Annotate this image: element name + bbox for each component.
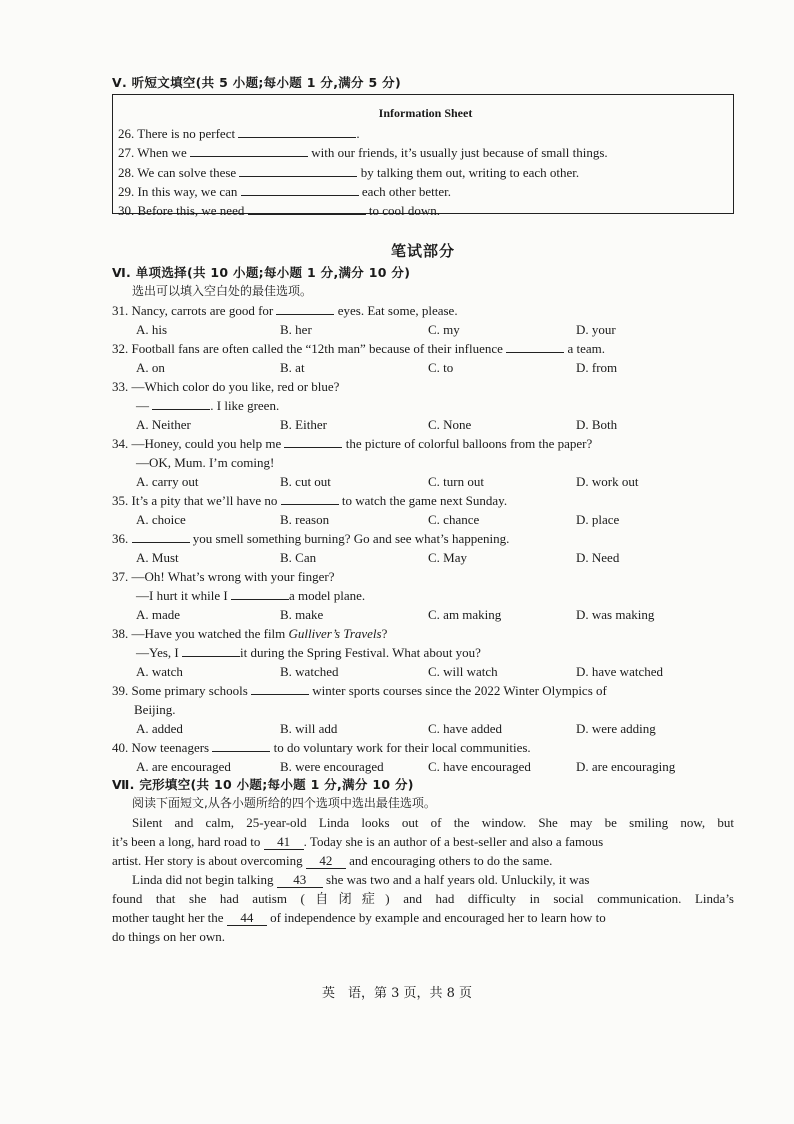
answer-blank[interactable] — [251, 681, 309, 695]
cloze-line: mother taught her the 44 of independence by example and encouraged her to learn how to — [112, 910, 606, 925]
option-c[interactable]: C. have encouraged — [428, 759, 531, 774]
answer-blank[interactable] — [284, 434, 342, 448]
option-c[interactable]: C. have added — [428, 721, 503, 736]
answer-blank-29[interactable] — [241, 182, 359, 196]
option-b[interactable]: B. will add — [280, 721, 338, 736]
question-38-line2: —Yes, I it during the Spring Festival. What about you? — [136, 645, 481, 660]
question-40: 40. Now teenagers to do voluntary work for their local communities. — [112, 740, 531, 755]
cloze-blank-42[interactable]: 42 — [306, 853, 346, 869]
question-37: 37. —Oh! What’s wrong with your finger? — [112, 569, 335, 584]
option-b[interactable]: B. make — [280, 607, 324, 622]
option-c[interactable]: C. my — [428, 322, 460, 337]
option-a[interactable]: A. added — [136, 721, 183, 736]
option-c[interactable]: C. am making — [428, 607, 502, 622]
question-31: 31. Nancy, carrots are good for eyes. Eat some, please. — [112, 303, 458, 318]
answer-blank[interactable] — [182, 643, 240, 657]
option-b[interactable]: B. Can — [280, 550, 317, 565]
option-c[interactable]: C. turn out — [428, 474, 484, 489]
option-d[interactable]: D. from — [576, 360, 618, 375]
answer-blank[interactable] — [506, 339, 564, 353]
option-a[interactable]: A. watch — [136, 664, 183, 679]
option-a[interactable]: A. Neither — [136, 417, 191, 432]
listening-line-29: 29. In this way, we can each other better. — [118, 183, 452, 199]
options-row-34 — [112, 472, 734, 491]
option-d[interactable]: D. your — [576, 322, 616, 337]
written-part-title: 笔试部分 — [390, 242, 455, 260]
option-d[interactable]: D. Both — [576, 417, 618, 432]
option-b[interactable]: B. watched — [280, 664, 339, 679]
option-c[interactable]: C. May — [428, 550, 467, 565]
option-a[interactable]: A. are encouraged — [136, 759, 231, 774]
options-row-37 — [112, 605, 734, 624]
listening-line-30: 30. Before this, we need to cool down. — [118, 203, 440, 219]
answer-blank-30[interactable] — [248, 201, 366, 215]
option-c[interactable]: C. chance — [428, 512, 480, 527]
cloze-line: Silent and calm, 25-year-old Linda looks out of the window. She may be smiling now, but — [132, 815, 734, 830]
section5-heading: Ⅴ. 听短文填空(共 5 小题;每小题 1 分,满分 5 分) — [112, 75, 401, 90]
exam-page — [112, 74, 734, 946]
multiple-choice-list — [112, 301, 734, 776]
question-32: 32. Football fans are often called the “12th man” because of their influence a team. — [112, 341, 605, 356]
option-d[interactable]: D. Need — [576, 550, 620, 565]
option-b[interactable]: B. at — [280, 360, 305, 375]
question-39-line2: Beijing. — [134, 702, 176, 717]
page-footer: 英 语，第 3 页，共 8 页 — [321, 986, 473, 1001]
option-d[interactable]: D. place — [576, 512, 620, 527]
listening-line-27: 27. When we with our friends, it’s usually just because of small things. — [118, 145, 608, 161]
answer-blank[interactable] — [281, 491, 339, 505]
cloze-line: do things on her own. — [112, 929, 226, 944]
option-b[interactable]: B. her — [280, 322, 312, 337]
question-38: 38. —Have you watched the film Gulliver’s Travels? — [112, 626, 388, 641]
option-a[interactable]: A. carry out — [136, 474, 199, 489]
question-37-line2: —I hurt it while I a model plane. — [136, 588, 366, 603]
cloze-line: Linda did not begin talking 43 she was two and a half years old. Unluckily, it was — [132, 872, 590, 887]
option-d[interactable]: D. was making — [576, 607, 655, 622]
listening-line-26: 26. There is no perfect . — [118, 126, 360, 141]
question-33-line2: — . I like green. — [136, 398, 280, 413]
information-sheet-title: Information Sheet — [378, 106, 473, 120]
answer-blank[interactable] — [132, 529, 190, 543]
cloze-blank-43[interactable]: 43 — [277, 872, 323, 888]
options-row-32 — [112, 358, 734, 377]
option-d[interactable]: D. work out — [576, 474, 639, 489]
option-b[interactable]: B. cut out — [280, 474, 331, 489]
answer-blank[interactable] — [212, 738, 270, 752]
section7-instruction: 阅读下面短文,从各小题所给的四个选项中选出最佳选项。 — [132, 796, 436, 810]
options-row-33 — [112, 415, 734, 434]
cloze-paragraph-1 — [112, 813, 734, 870]
question-33: 33. —Which color do you like, red or blue? — [112, 379, 340, 394]
option-c[interactable]: C. to — [428, 360, 454, 375]
option-b[interactable]: B. were encouraged — [280, 759, 384, 774]
answer-blank-27[interactable] — [190, 143, 308, 157]
options-row-39 — [112, 719, 734, 738]
options-row-36 — [112, 548, 734, 567]
options-row-31 — [112, 320, 734, 339]
section6-heading: Ⅵ. 单项选择(共 10 小题;每小题 1 分,满分 10 分) — [112, 265, 411, 280]
answer-blank[interactable] — [231, 586, 289, 600]
options-row-40 — [112, 757, 734, 776]
cloze-line: it’s been a long, hard road to 41 . Today she is an author of a best-seller and also a famous — [112, 834, 604, 849]
question-34-line2: —OK, Mum. I’m coming! — [136, 455, 275, 470]
cloze-blank-44[interactable]: 44 — [227, 910, 267, 926]
section7-heading: Ⅶ. 完形填空(共 10 小题;每小题 1 分,满分 10 分) — [112, 777, 414, 792]
section6-instruction: 选出可以填入空白处的最佳选项。 — [132, 284, 313, 298]
cloze-blank-41[interactable]: 41 — [264, 834, 304, 850]
option-d[interactable]: D. were adding — [576, 721, 656, 736]
question-36: 36. you smell something burning? Go and see what’s happening. — [112, 531, 510, 546]
information-sheet-box — [112, 94, 734, 219]
option-b[interactable]: B. Either — [280, 417, 327, 432]
option-c[interactable]: C. None — [428, 417, 472, 432]
cloze-line: artist. Her story is about overcoming 42 and encouraging others to do the same. — [112, 853, 553, 868]
options-row-38 — [112, 662, 734, 681]
option-a[interactable]: A. on — [136, 360, 165, 375]
option-d[interactable]: D. are encouraging — [576, 759, 676, 774]
option-a[interactable]: A. Must — [136, 550, 179, 565]
question-34: 34. —Honey, could you help me the picture of colorful balloons from the paper? — [112, 436, 593, 451]
option-b[interactable]: B. reason — [280, 512, 330, 527]
answer-blank-28[interactable] — [239, 163, 357, 177]
answer-blank[interactable] — [276, 301, 334, 315]
answer-blank[interactable] — [152, 396, 210, 410]
option-d[interactable]: D. have watched — [576, 664, 663, 679]
listening-line-28: 28. We can solve these by talking them out, writing to each other. — [118, 164, 580, 180]
cloze-line: found that she had autism (自闭症) and had difficulty in social communication. Linda’s — [112, 891, 734, 906]
options-row-35 — [112, 510, 734, 529]
question-39: 39. Some primary schools winter sports courses since the 2022 Winter Olympics of — [112, 683, 607, 698]
option-c[interactable]: C. will watch — [428, 664, 498, 679]
answer-blank-26[interactable] — [238, 124, 356, 138]
option-a[interactable]: A. made — [136, 607, 181, 622]
option-a[interactable]: A. his — [136, 322, 168, 337]
cloze-paragraph-2 — [112, 870, 734, 946]
question-35: 35. It’s a pity that we’ll have no to watch the game next Sunday. — [112, 493, 508, 508]
option-a[interactable]: A. choice — [136, 512, 186, 527]
